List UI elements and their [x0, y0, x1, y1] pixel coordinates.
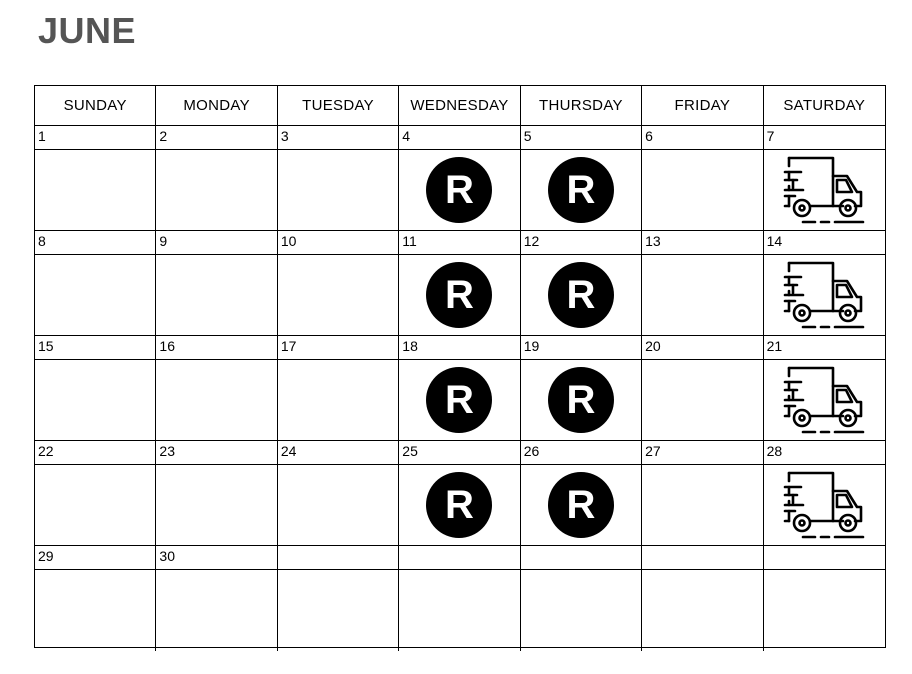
r-badge-icon: R — [548, 262, 614, 328]
date-number: 28 — [764, 441, 885, 465]
day-cell[interactable] — [278, 465, 399, 546]
date-number: 4 — [399, 126, 520, 150]
date-number: 26 — [521, 441, 642, 465]
day-cell[interactable] — [399, 150, 520, 231]
date-number: 8 — [35, 231, 156, 255]
day-cell[interactable] — [278, 255, 399, 336]
date-number: 14 — [764, 231, 885, 255]
date-number: 6 — [642, 126, 763, 150]
day-cell[interactable] — [156, 360, 277, 441]
day-cell[interactable] — [278, 360, 399, 441]
day-cell[interactable] — [35, 255, 156, 336]
day-cell[interactable] — [764, 360, 885, 441]
date-number: 24 — [278, 441, 399, 465]
day-cell[interactable] — [764, 255, 885, 336]
date-number: 1 — [35, 126, 156, 150]
date-number — [521, 546, 642, 570]
date-number: 22 — [35, 441, 156, 465]
date-number — [764, 546, 885, 570]
day-header-thursday: THURSDAY — [521, 86, 642, 126]
day-cell[interactable] — [521, 570, 642, 651]
date-number: 2 — [156, 126, 277, 150]
date-number: 10 — [278, 231, 399, 255]
day-cell[interactable] — [764, 465, 885, 546]
r-badge-icon: R — [426, 367, 492, 433]
day-cell[interactable] — [642, 465, 763, 546]
date-number: 27 — [642, 441, 763, 465]
date-number: 16 — [156, 336, 277, 360]
day-cell[interactable] — [764, 150, 885, 231]
r-badge-icon: R — [426, 472, 492, 538]
date-number: 7 — [764, 126, 885, 150]
day-cell[interactable] — [35, 150, 156, 231]
day-cell[interactable] — [764, 570, 885, 651]
r-badge-icon: R — [426, 262, 492, 328]
r-badge-icon: R — [548, 472, 614, 538]
day-cell[interactable] — [521, 360, 642, 441]
day-header-saturday: SATURDAY — [764, 86, 885, 126]
delivery-truck-icon — [781, 360, 867, 441]
date-number: 12 — [521, 231, 642, 255]
date-number: 18 — [399, 336, 520, 360]
date-number: 9 — [156, 231, 277, 255]
day-cell[interactable] — [521, 255, 642, 336]
r-badge-icon: R — [548, 157, 614, 223]
day-cell[interactable] — [642, 150, 763, 231]
delivery-truck-icon — [781, 465, 867, 546]
delivery-truck-icon — [781, 255, 867, 336]
date-number — [399, 546, 520, 570]
day-header-tuesday: TUESDAY — [278, 86, 399, 126]
r-badge-icon: R — [548, 367, 614, 433]
day-cell[interactable] — [521, 150, 642, 231]
date-number — [642, 546, 763, 570]
day-header-sunday: SUNDAY — [35, 86, 156, 126]
date-number: 11 — [399, 231, 520, 255]
date-number: 21 — [764, 336, 885, 360]
date-number: 13 — [642, 231, 763, 255]
day-cell[interactable] — [399, 360, 520, 441]
date-number: 23 — [156, 441, 277, 465]
day-cell[interactable] — [278, 570, 399, 651]
date-number: 29 — [35, 546, 156, 570]
day-header-monday: MONDAY — [156, 86, 277, 126]
day-cell[interactable] — [521, 465, 642, 546]
day-cell[interactable] — [156, 465, 277, 546]
day-cell[interactable] — [642, 360, 763, 441]
day-cell[interactable] — [35, 360, 156, 441]
day-cell[interactable] — [642, 570, 763, 651]
date-number: 15 — [35, 336, 156, 360]
day-header-friday: FRIDAY — [642, 86, 763, 126]
r-badge-icon: R — [426, 157, 492, 223]
date-number: 25 — [399, 441, 520, 465]
day-cell[interactable] — [278, 150, 399, 231]
date-number: 30 — [156, 546, 277, 570]
date-number: 17 — [278, 336, 399, 360]
day-cell[interactable] — [35, 465, 156, 546]
month-title: JUNE — [38, 10, 137, 51]
day-cell[interactable] — [156, 570, 277, 651]
date-number — [278, 546, 399, 570]
delivery-truck-icon — [781, 150, 867, 231]
date-number: 5 — [521, 126, 642, 150]
date-number: 20 — [642, 336, 763, 360]
date-number: 3 — [278, 126, 399, 150]
day-cell[interactable] — [642, 255, 763, 336]
calendar-grid — [34, 85, 886, 648]
day-cell[interactable] — [156, 255, 277, 336]
day-header-wednesday: WEDNESDAY — [399, 86, 520, 126]
day-cell[interactable] — [399, 255, 520, 336]
day-cell[interactable] — [156, 150, 277, 231]
day-cell[interactable] — [35, 570, 156, 651]
day-cell[interactable] — [399, 570, 520, 651]
day-cell[interactable] — [399, 465, 520, 546]
date-number: 19 — [521, 336, 642, 360]
